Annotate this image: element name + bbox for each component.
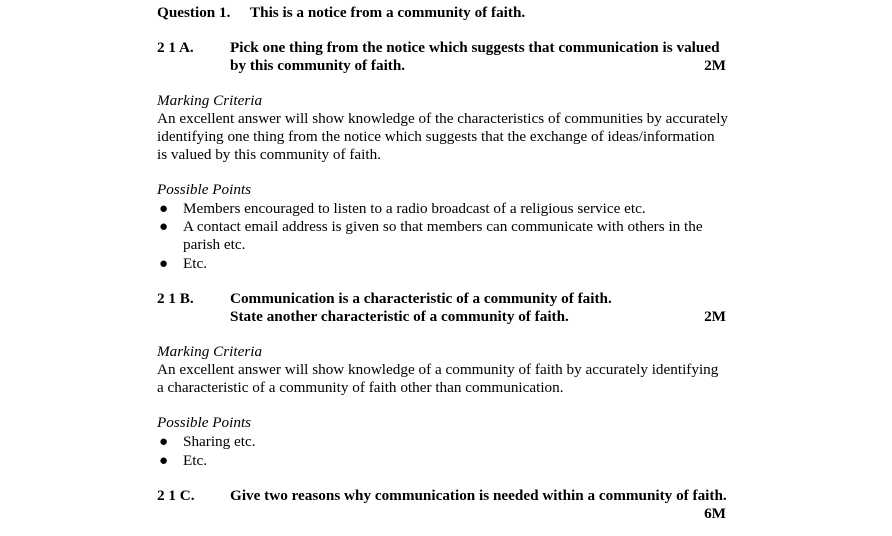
section-code: 2 1 A. — [157, 39, 194, 56]
point-line: A contact email address is given so that members can communicate with others in the — [183, 218, 703, 235]
points-heading: Possible Points — [157, 414, 252, 431]
bullet-icon: ● — [159, 256, 169, 272]
question-title: This is a notice from a community of faith. — [250, 4, 526, 21]
section-prompt-line: State another characteristic of a community of faith. — [230, 308, 569, 325]
point-line: Etc. — [183, 255, 208, 272]
section-prompt-line: by this community of faith. — [230, 57, 406, 74]
question-number: Question 1. — [157, 4, 231, 21]
point-line: Sharing etc. — [183, 433, 256, 450]
criteria-line: An excellent answer will show knowledge of a community of faith by accurately identifying — [157, 361, 719, 378]
criteria-line: An excellent answer will show knowledge of the characteristics of communities by accurately — [157, 110, 729, 127]
section-prompt-line: Communication is a characteristic of a community of faith. — [230, 290, 612, 307]
bullet-icon: ● — [159, 453, 169, 469]
criteria-heading: Marking Criteria — [157, 343, 263, 360]
marks-label: 2M — [704, 308, 726, 325]
section-code: 2 1 C. — [157, 487, 195, 504]
criteria-heading: Marking Criteria — [157, 92, 263, 109]
marks-label: 6M — [704, 505, 726, 522]
point-line: parish etc. — [183, 236, 246, 253]
bullet-icon: ● — [159, 219, 169, 235]
criteria-line: a characteristic of a community of faith other than communication. — [157, 379, 564, 396]
marks-label: 2M — [704, 57, 726, 74]
section-prompt-line: Give two reasons why communication is needed within a community of faith. — [230, 487, 727, 504]
section-code: 2 1 B. — [157, 290, 194, 307]
point-line: Members encouraged to listen to a radio broadcast of a religious service etc. — [183, 200, 646, 217]
bullet-icon: ● — [159, 434, 169, 450]
points-heading: Possible Points — [157, 181, 252, 198]
bullet-icon: ● — [159, 201, 169, 217]
criteria-line: identifying one thing from the notice which suggests that the exchange of ideas/information — [157, 128, 715, 145]
point-line: Etc. — [183, 452, 208, 469]
criteria-line: is valued by this community of faith. — [157, 146, 381, 163]
section-prompt-line: Pick one thing from the notice which suggests that communication is valued — [230, 39, 720, 56]
